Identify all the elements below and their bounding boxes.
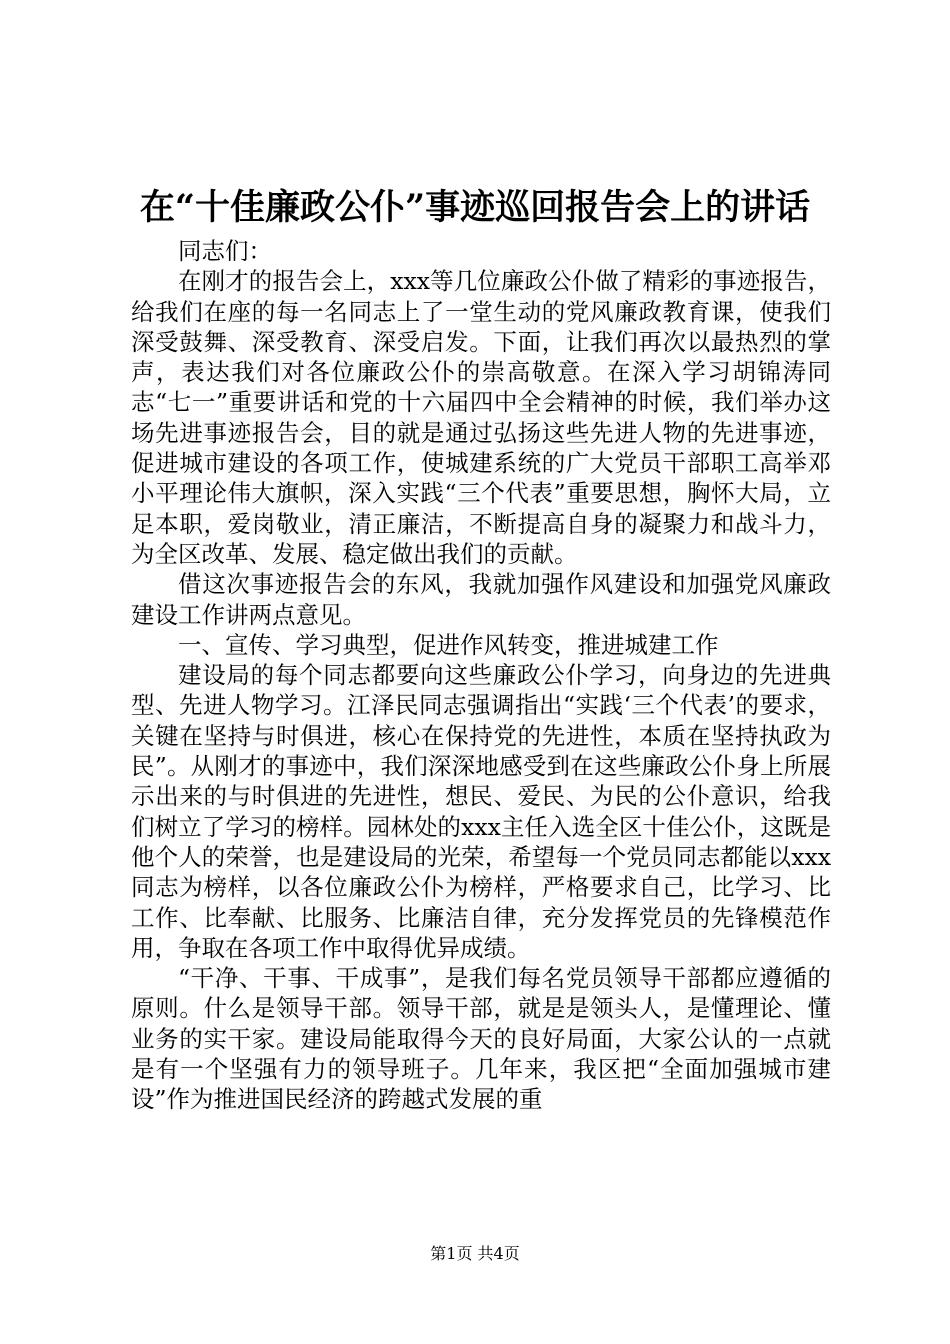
body-paragraph: 在刚才的报告会上，xxx等几位廉政公仆做了精彩的事迹报告，给我们在座的每一名同志上了一堂生动的党风廉政教育课，使我们深受鼓舞、深受教育、深受启发。下面，让我们再次以最热烈的掌声，表达我们对各位廉政公仆的崇高敬意。在深入学习胡锦涛同志“七一”重要讲话和党的十六届四中全会精神的时候，我们举办这场先进事迹报告会，目的就是通过弘扬这些先进人物的先进事迹，促进城市建设的各项工作，使城建系统的广大党员干部职工高举邓小平理论伟大旗帜，深入实践“三个代表”重要思想，胸怀大局，立足本职，爱岗敬业，清正廉洁，不断提高自身的凝聚力和战斗力，为全区改革、发展、稳定做出我们的贡献。 [131,267,831,568]
body-paragraph: “干净、干事、干成事”，是我们每名党员领导干部都应遵循的原则。什么是领导干部。领导干部，就是是领头人，是懂理论、懂业务的实干家。建设局能取得今天的良好局面，大家公认的一点就是有一个坚强有力的领导班子。几年来，我区把“全面加强城市建设”作为推进国民经济的跨越式发展的重 [131,964,831,1114]
body-paragraph: 建设局的每个同志都要向这些廉政公仆学习，向身边的先进典型、先进人物学习。江泽民同志强调指出“实践‘三个代表’的要求，关键在坚持与时俱进，核心在保持党的先进性，本质在坚持执政为民”。从刚才的事迹中，我们深深地感受到在这些廉政公仆身上所展示出来的与时俱进的先进性，想民、爱民、为民的公仆意识，给我们树立了学习的榜样。园林处的xxx主任入选全区十佳公仆，这既是他个人的荣誉，也是建设局的光荣，希望每一个党员同志都能以xxx同志为榜样，以各位廉政公仆为榜样，严格要求自己，比学习、比工作、比奉献、比服务、比廉洁自律，充分发挥党员的先锋模范作用，争取在各项工作中取得优异成绩。 [131,661,831,962]
salutation: 同志们： [178,237,272,265]
document-body [131,236,831,1115]
body-paragraph: 借这次事迹报告会的东风，我就加强作风建设和加强党风廉政建设工作讲两点意见。 [131,570,831,629]
document-title: 在“十佳廉政公仆”事迹巡回报告会上的讲话 [139,187,811,228]
section-heading: 一、宣传、学习典型，促进作风转变，推进城建工作 [178,630,719,659]
page-footer: 第1页 共4页 [430,1244,520,1263]
